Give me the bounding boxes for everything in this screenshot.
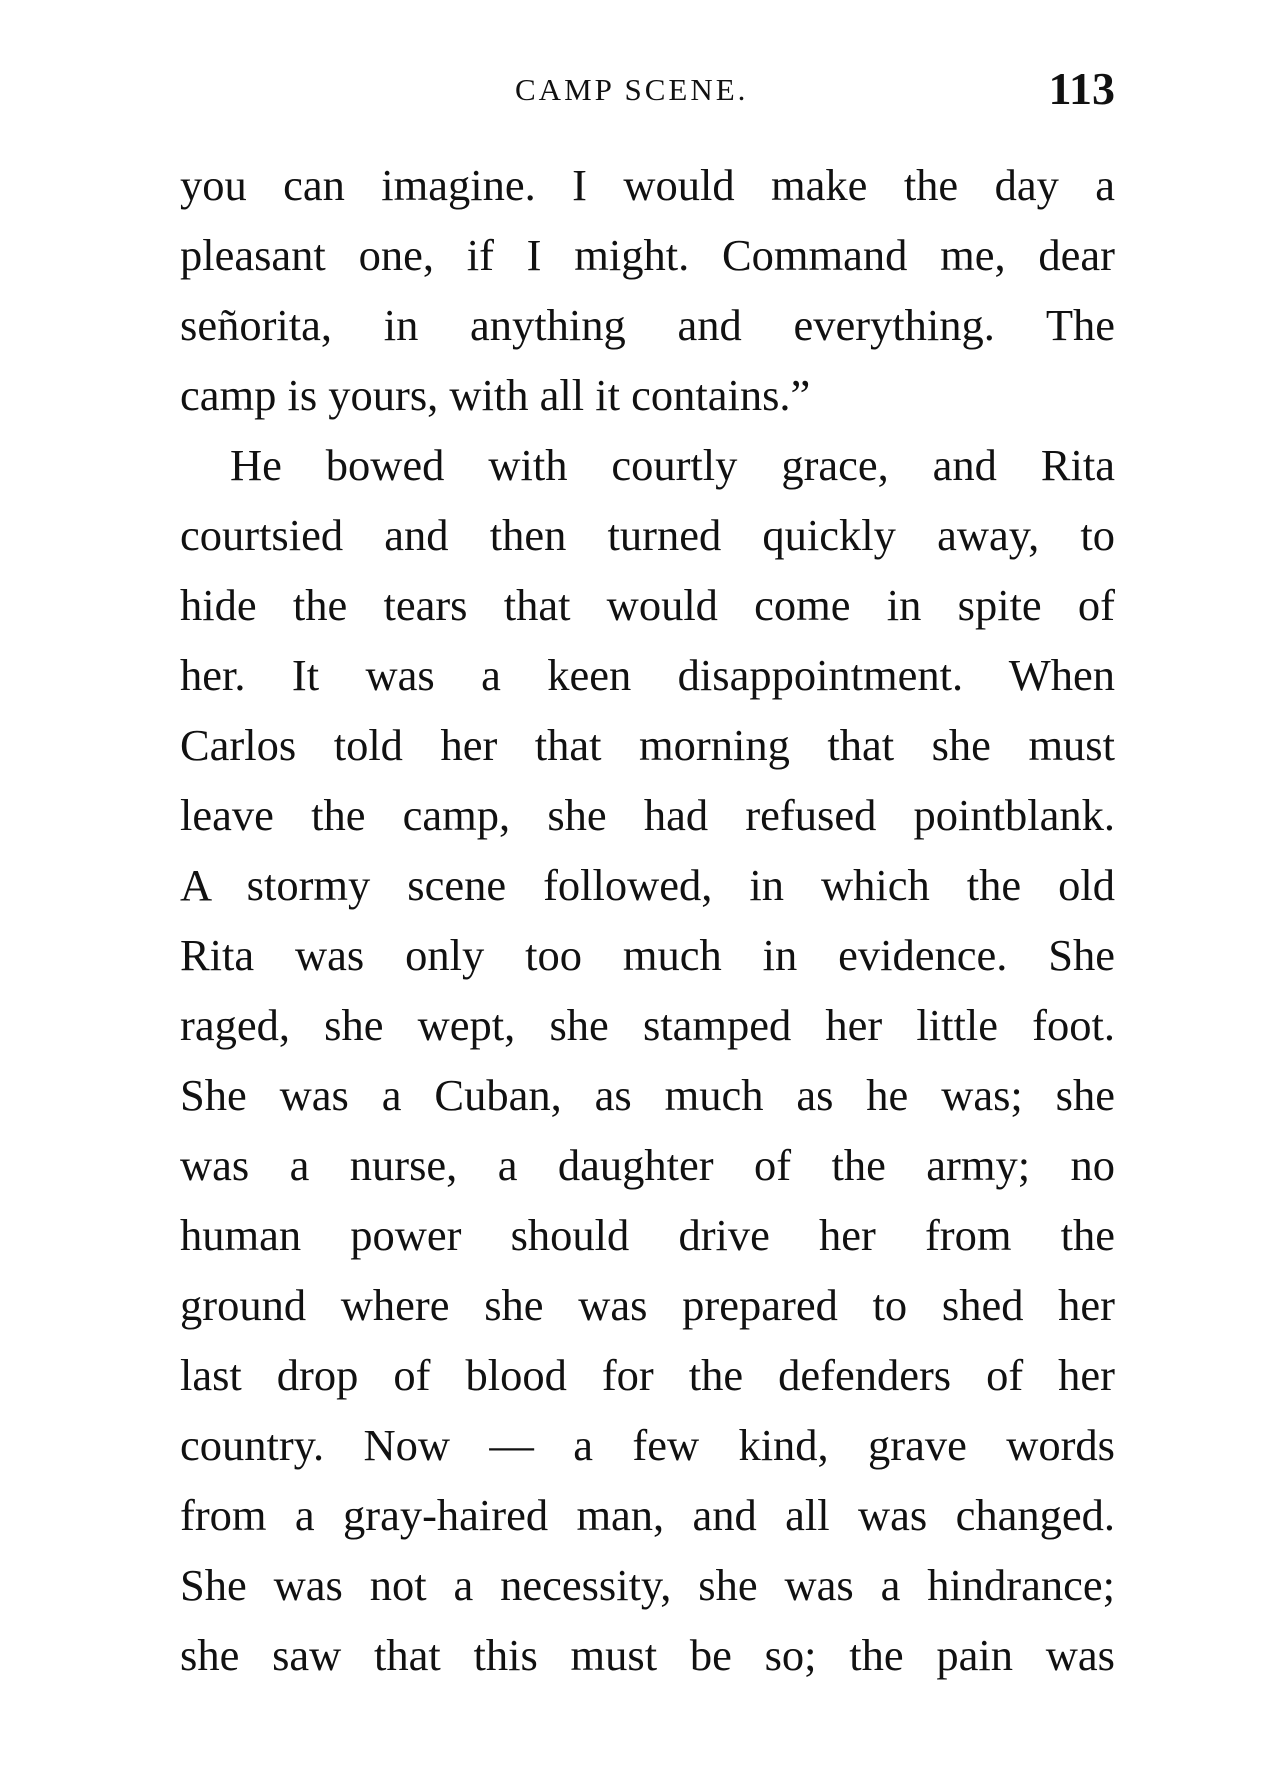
text-line: ground where she was prepared to shed her <box>180 1280 1115 1330</box>
text-line: She was a Cuban, as much as he was; she <box>180 1070 1115 1120</box>
text-line: señorita, in anything and everything. The <box>180 300 1115 350</box>
running-head <box>180 62 1115 122</box>
text-line: you can imagine. I would make the day a <box>180 160 1115 210</box>
text-line: Carlos told her that morning that she must <box>180 720 1115 770</box>
text-line: pleasant one, if I might. Command me, dear <box>180 230 1115 280</box>
text-line: raged, she wept, she stamped her little foot. <box>180 1000 1115 1050</box>
text-line: human power should drive her from the <box>180 1210 1115 1260</box>
text-line: He bowed with courtly grace, and Rita <box>230 440 1115 490</box>
running-title: CAMP SCENE. <box>515 72 749 107</box>
body-text <box>180 150 1115 1690</box>
text-line: last drop of blood for the defenders of her <box>180 1350 1115 1400</box>
text-line: she saw that this must be so; the pain was <box>180 1630 1115 1680</box>
paragraph <box>180 430 1115 1690</box>
text-line: from a gray-haired man, and all was changed. <box>180 1490 1115 1540</box>
text-line: her. It was a keen disappointment. When <box>180 650 1115 700</box>
text-line: camp is yours, with all it contains.” <box>180 370 811 420</box>
paragraph <box>180 150 1115 430</box>
text-line: She was not a necessity, she was a hindrance; <box>180 1560 1115 1610</box>
text-line: was a nurse, a daughter of the army; no <box>180 1140 1115 1190</box>
text-line: A stormy scene followed, in which the old <box>180 860 1115 910</box>
page-number: 113 <box>1048 63 1115 114</box>
text-line: Rita was only too much in evidence. She <box>180 930 1115 980</box>
text-line: hide the tears that would come in spite of <box>180 580 1115 630</box>
text-line: country. Now — a few kind, grave words <box>180 1420 1115 1470</box>
text-line: courtsied and then turned quickly away, to <box>180 510 1115 560</box>
text-line: leave the camp, she had refused pointblank. <box>180 790 1115 840</box>
